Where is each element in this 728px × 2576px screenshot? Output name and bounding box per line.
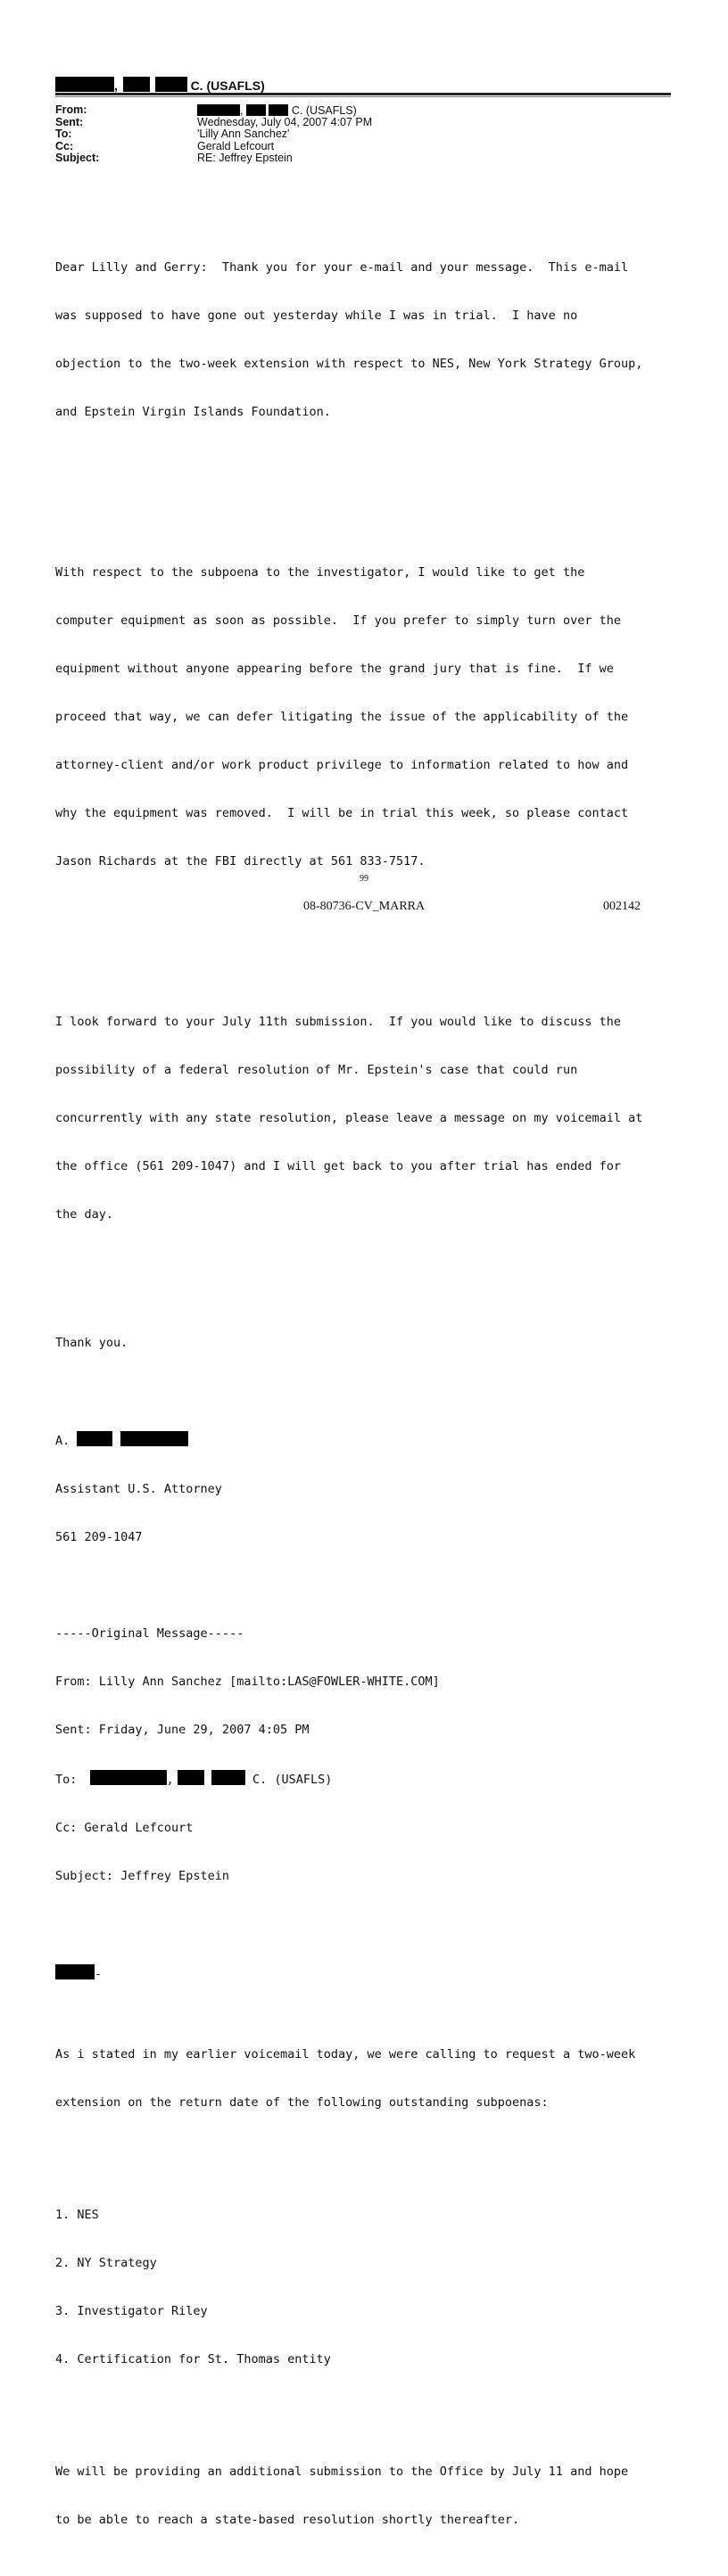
from-suffix: C. (USAFLS): [291, 104, 357, 117]
body-line: With respect to the subpoena to the investigator, I would like to get the: [55, 565, 585, 580]
subject-value: RE: Jeffrey Epstein: [197, 152, 293, 164]
redaction-block: [178, 1770, 204, 1785]
body-line: As i stated in my earlier voicemail today, we were calling to request a two-week: [55, 2047, 636, 2062]
redaction-block: [246, 104, 266, 116]
body-line: possibility of a federal resolution of Mr. Epstein's case that could run: [55, 1063, 578, 1077]
paragraph-1: [55, 227, 680, 452]
body-line: We will be providing an additional submission to the Office by July 11 and hope: [55, 2465, 629, 2479]
original-greeting: [55, 1964, 680, 1982]
redaction-block: [90, 1770, 167, 1785]
body-line: equipment without anyone appearing before the grand jury that is fine. If we: [55, 662, 614, 676]
sent-value: Wednesday, July 04, 2007 4:07 PM: [197, 115, 373, 128]
original-from: From: Lilly Ann Sanchez [mailto:LAS@FOWLER-WHITE.COM]: [55, 1675, 440, 1689]
title-rule-thin: [55, 96, 671, 97]
original-intro: [55, 2014, 680, 2143]
greeting-suffix: -: [95, 1967, 103, 1981]
subpoena-list: [55, 2175, 680, 2399]
redaction-block: [55, 77, 114, 92]
body-line: and Epstein Virgin Islands Foundation.: [55, 405, 331, 419]
original-to-prefix: To:: [55, 1773, 85, 1787]
signature-name: [55, 1431, 680, 1449]
list-item: 3. Investigator Riley: [55, 2304, 208, 2318]
original-cc: Cc: Gerald Lefcourt: [55, 1821, 194, 1835]
body-line: the office (561 209-1047) and I will get back to you after trial has ended for: [55, 1159, 621, 1173]
redaction-block: [155, 77, 187, 92]
cc-label: Cc:: [55, 139, 74, 152]
email-title-bar: [55, 77, 671, 96]
body-line: concurrently with any state resolution, please leave a message on my voicemail at: [55, 1111, 643, 1125]
body-line: the day.: [55, 1207, 114, 1222]
from-value: , C. (USAFLS): [197, 104, 357, 118]
paragraph-3: [55, 982, 680, 1255]
page-number: 99: [360, 874, 368, 884]
subject-label: Subject:: [55, 152, 100, 164]
to-value: 'Lilly Ann Sanchez': [197, 128, 290, 140]
body-line: proceed that way, we can defer litigating the issue of the applicability of the: [55, 710, 629, 724]
email-body: [55, 195, 680, 2576]
body-line: Jason Richards at the FBI directly at 561 833-7517.: [55, 854, 426, 868]
original-outro: [55, 2432, 680, 2560]
redaction-block: [77, 1431, 112, 1446]
title-comma: ,: [114, 78, 118, 93]
redaction-block: [123, 77, 150, 92]
title-text: [55, 77, 265, 93]
closing: Thank you.: [55, 1336, 128, 1350]
original-to-comma: ,: [166, 1773, 174, 1787]
body-line: I look forward to your July 11th submission. If you would like to discuss the: [55, 1015, 621, 1029]
bates-number: 002142: [603, 900, 641, 913]
body-line: to be able to reach a state-based resolution shortly thereafter.: [55, 2513, 520, 2527]
original-subject: Subject: Jeffrey Epstein: [55, 1869, 230, 1883]
body-line: attorney-client and/or work product privilege to information related to how and: [55, 758, 629, 772]
original-separator: -----Original Message-----: [55, 1626, 244, 1641]
redaction-block: [197, 104, 240, 116]
signature-initial: A.: [55, 1434, 70, 1448]
redaction-block: [211, 1770, 245, 1785]
signature-phone: 561 209-1047: [55, 1530, 143, 1544]
case-number: 08-80736-CV_MARRA: [303, 900, 426, 913]
title-rule: [55, 93, 671, 95]
sent-label: Sent:: [55, 115, 84, 128]
body-line: why the equipment was removed. I will be in trial this week, so please contact: [55, 806, 629, 820]
body-line: computer equipment as soon as possible. If you prefer to simply turn over the: [55, 613, 621, 628]
list-item: 2. NY Strategy: [55, 2256, 157, 2270]
title-suffix: C. (USAFLS): [190, 78, 265, 93]
signature-title: Assistant U.S. Attorney: [55, 1482, 222, 1496]
body-line: extension on the return date of the following outstanding subpoenas:: [55, 2095, 549, 2110]
redaction-block: [269, 104, 288, 116]
redaction-block: [55, 1964, 95, 1979]
paragraph-2: [55, 532, 680, 901]
list-item: 4. Certification for St. Thomas entity: [55, 2352, 331, 2366]
to-label: To:: [55, 128, 72, 140]
original-sent: Sent: Friday, June 29, 2007 4:05 PM: [55, 1723, 310, 1737]
redaction-block: [120, 1431, 188, 1446]
original-to-suffix: C. (USAFLS): [252, 1773, 333, 1787]
body-line: was supposed to have gone out yesterday while I was in trial. I have no: [55, 309, 578, 323]
cc-value: Gerald Lefcourt: [197, 139, 275, 152]
list-item: 1. NES: [55, 2208, 99, 2222]
body-line: Dear Lilly and Gerry: Thank you for your e-mail and your message. This e-mail: [55, 260, 629, 275]
body-line: objection to the two-week extension with respect to NES, New York Strategy Group,: [55, 357, 643, 371]
from-label: From:: [55, 103, 87, 116]
original-to: [55, 1770, 680, 1788]
